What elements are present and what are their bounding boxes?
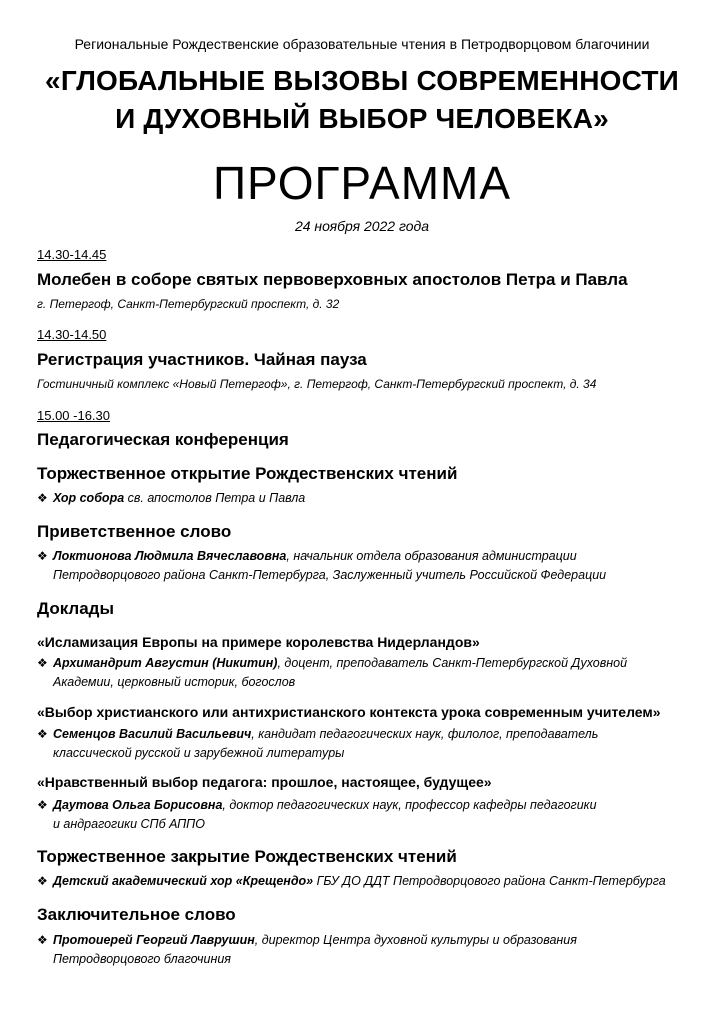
diamond-bullet-icon: ❖ — [37, 549, 48, 563]
report-topic: «Выбор христианского или антихристианского контекста урока современным учителем» — [37, 704, 661, 720]
participant-name: Локтионова Людмила Вячеславовна — [53, 549, 287, 563]
speaker-description: , доктор педагогических наук, профессор кафедры педагогики — [222, 798, 597, 812]
session-title: Педагогическая конференция — [37, 430, 289, 449]
diamond-bullet-icon: ❖ — [37, 491, 48, 505]
participant-name: Хор собора — [53, 491, 125, 505]
speaker-description-cont: классической русской и зарубежной литературы — [53, 746, 345, 760]
list-item — [37, 489, 697, 508]
session-title: Молебен в соборе святых первоверховных апостолов Петра и Павла — [37, 270, 628, 289]
participant-description-cont: Петродворцового района Санкт-Петербурга, Заслуженный учитель Российской Федерации — [53, 568, 607, 582]
participant-description: , директор Центра духовной культуры и образования — [254, 933, 577, 947]
speaker-description: , доцент, преподаватель Санкт-Петербургской Духовной — [277, 656, 628, 670]
list-item — [37, 796, 697, 834]
event-title — [0, 62, 724, 138]
list-item — [37, 654, 697, 692]
event-subtitle: Региональные Рождественские образовательные чтения в Петродворцовом благочинии — [74, 36, 650, 52]
list-item — [37, 872, 697, 891]
session-location: г. Петергоф, Санкт-Петербургский проспект, д. 32 — [37, 297, 340, 311]
section-heading-final: Заключительное слово — [37, 905, 236, 924]
list-item — [37, 547, 697, 585]
session-time: 14.30-14.45 — [37, 247, 107, 262]
diamond-bullet-icon: ❖ — [37, 874, 48, 888]
event-date: 24 ноября 2022 года — [294, 218, 430, 234]
event-title-line-1: «ГЛОБАЛЬНЫЕ ВЫЗОВЫ СОВРЕМЕННОСТИ — [45, 65, 679, 96]
session-time: 15.00 -16.30 — [37, 408, 111, 423]
report-topic: «Нравственный выбор педагога: прошлое, настоящее, будущее» — [37, 774, 492, 790]
speaker-name: Семенцов Василий Васильевич — [53, 727, 252, 741]
session-location: Гостиничный комплекс «Новый Петергоф», г. Петергоф, Санкт-Петербургский проспект, д. 34 — [37, 377, 597, 391]
diamond-bullet-icon: ❖ — [37, 727, 48, 741]
participant-name: Протоиерей Георгий Лаврушин — [53, 933, 255, 947]
section-heading-closing: Торжественное закрытие Рождественских чтений — [37, 847, 457, 866]
speaker-name: Архимандрит Августин (Никитин) — [53, 656, 278, 670]
diamond-bullet-icon: ❖ — [37, 656, 48, 670]
speaker-name: Даутова Ольга Борисовна — [53, 798, 223, 812]
section-heading-greeting: Приветственное слово — [37, 522, 232, 541]
session-time: 14.30-14.50 — [37, 327, 107, 342]
program-heading: ПРОГРАММА — [212, 157, 512, 209]
participant-description: ГБУ ДО ДДТ Петродворцового района Санкт-Петербурга — [313, 874, 666, 888]
speaker-description: , кандидат педагогических наук, филолог, преподаватель — [251, 727, 599, 741]
speaker-description-cont: Академии, церковный историк, богослов — [53, 675, 296, 689]
diamond-bullet-icon: ❖ — [37, 798, 48, 812]
participant-description-cont: Петродворцового благочиния — [53, 952, 231, 966]
list-item — [37, 725, 697, 763]
participant-description: , начальник отдела образования администрации — [286, 549, 577, 563]
speaker-description-cont: и андрагогики СПб АППО — [53, 817, 205, 831]
participant-name: Детский академический хор «Крещендо» — [53, 874, 314, 888]
section-heading-opening: Торжественное открытие Рождественских чтений — [37, 464, 458, 483]
event-title-line-2: И ДУХОВНЫЙ ВЫБОР ЧЕЛОВЕКА» — [115, 103, 609, 134]
session-title: Регистрация участников. Чайная пауза — [37, 350, 367, 369]
participant-description: св. апостолов Петра и Павла — [124, 491, 306, 505]
section-heading-reports: Доклады — [37, 599, 114, 618]
report-topic: «Исламизация Европы на примере королевства Нидерландов» — [37, 634, 480, 650]
diamond-bullet-icon: ❖ — [37, 933, 48, 947]
list-item — [37, 931, 697, 969]
